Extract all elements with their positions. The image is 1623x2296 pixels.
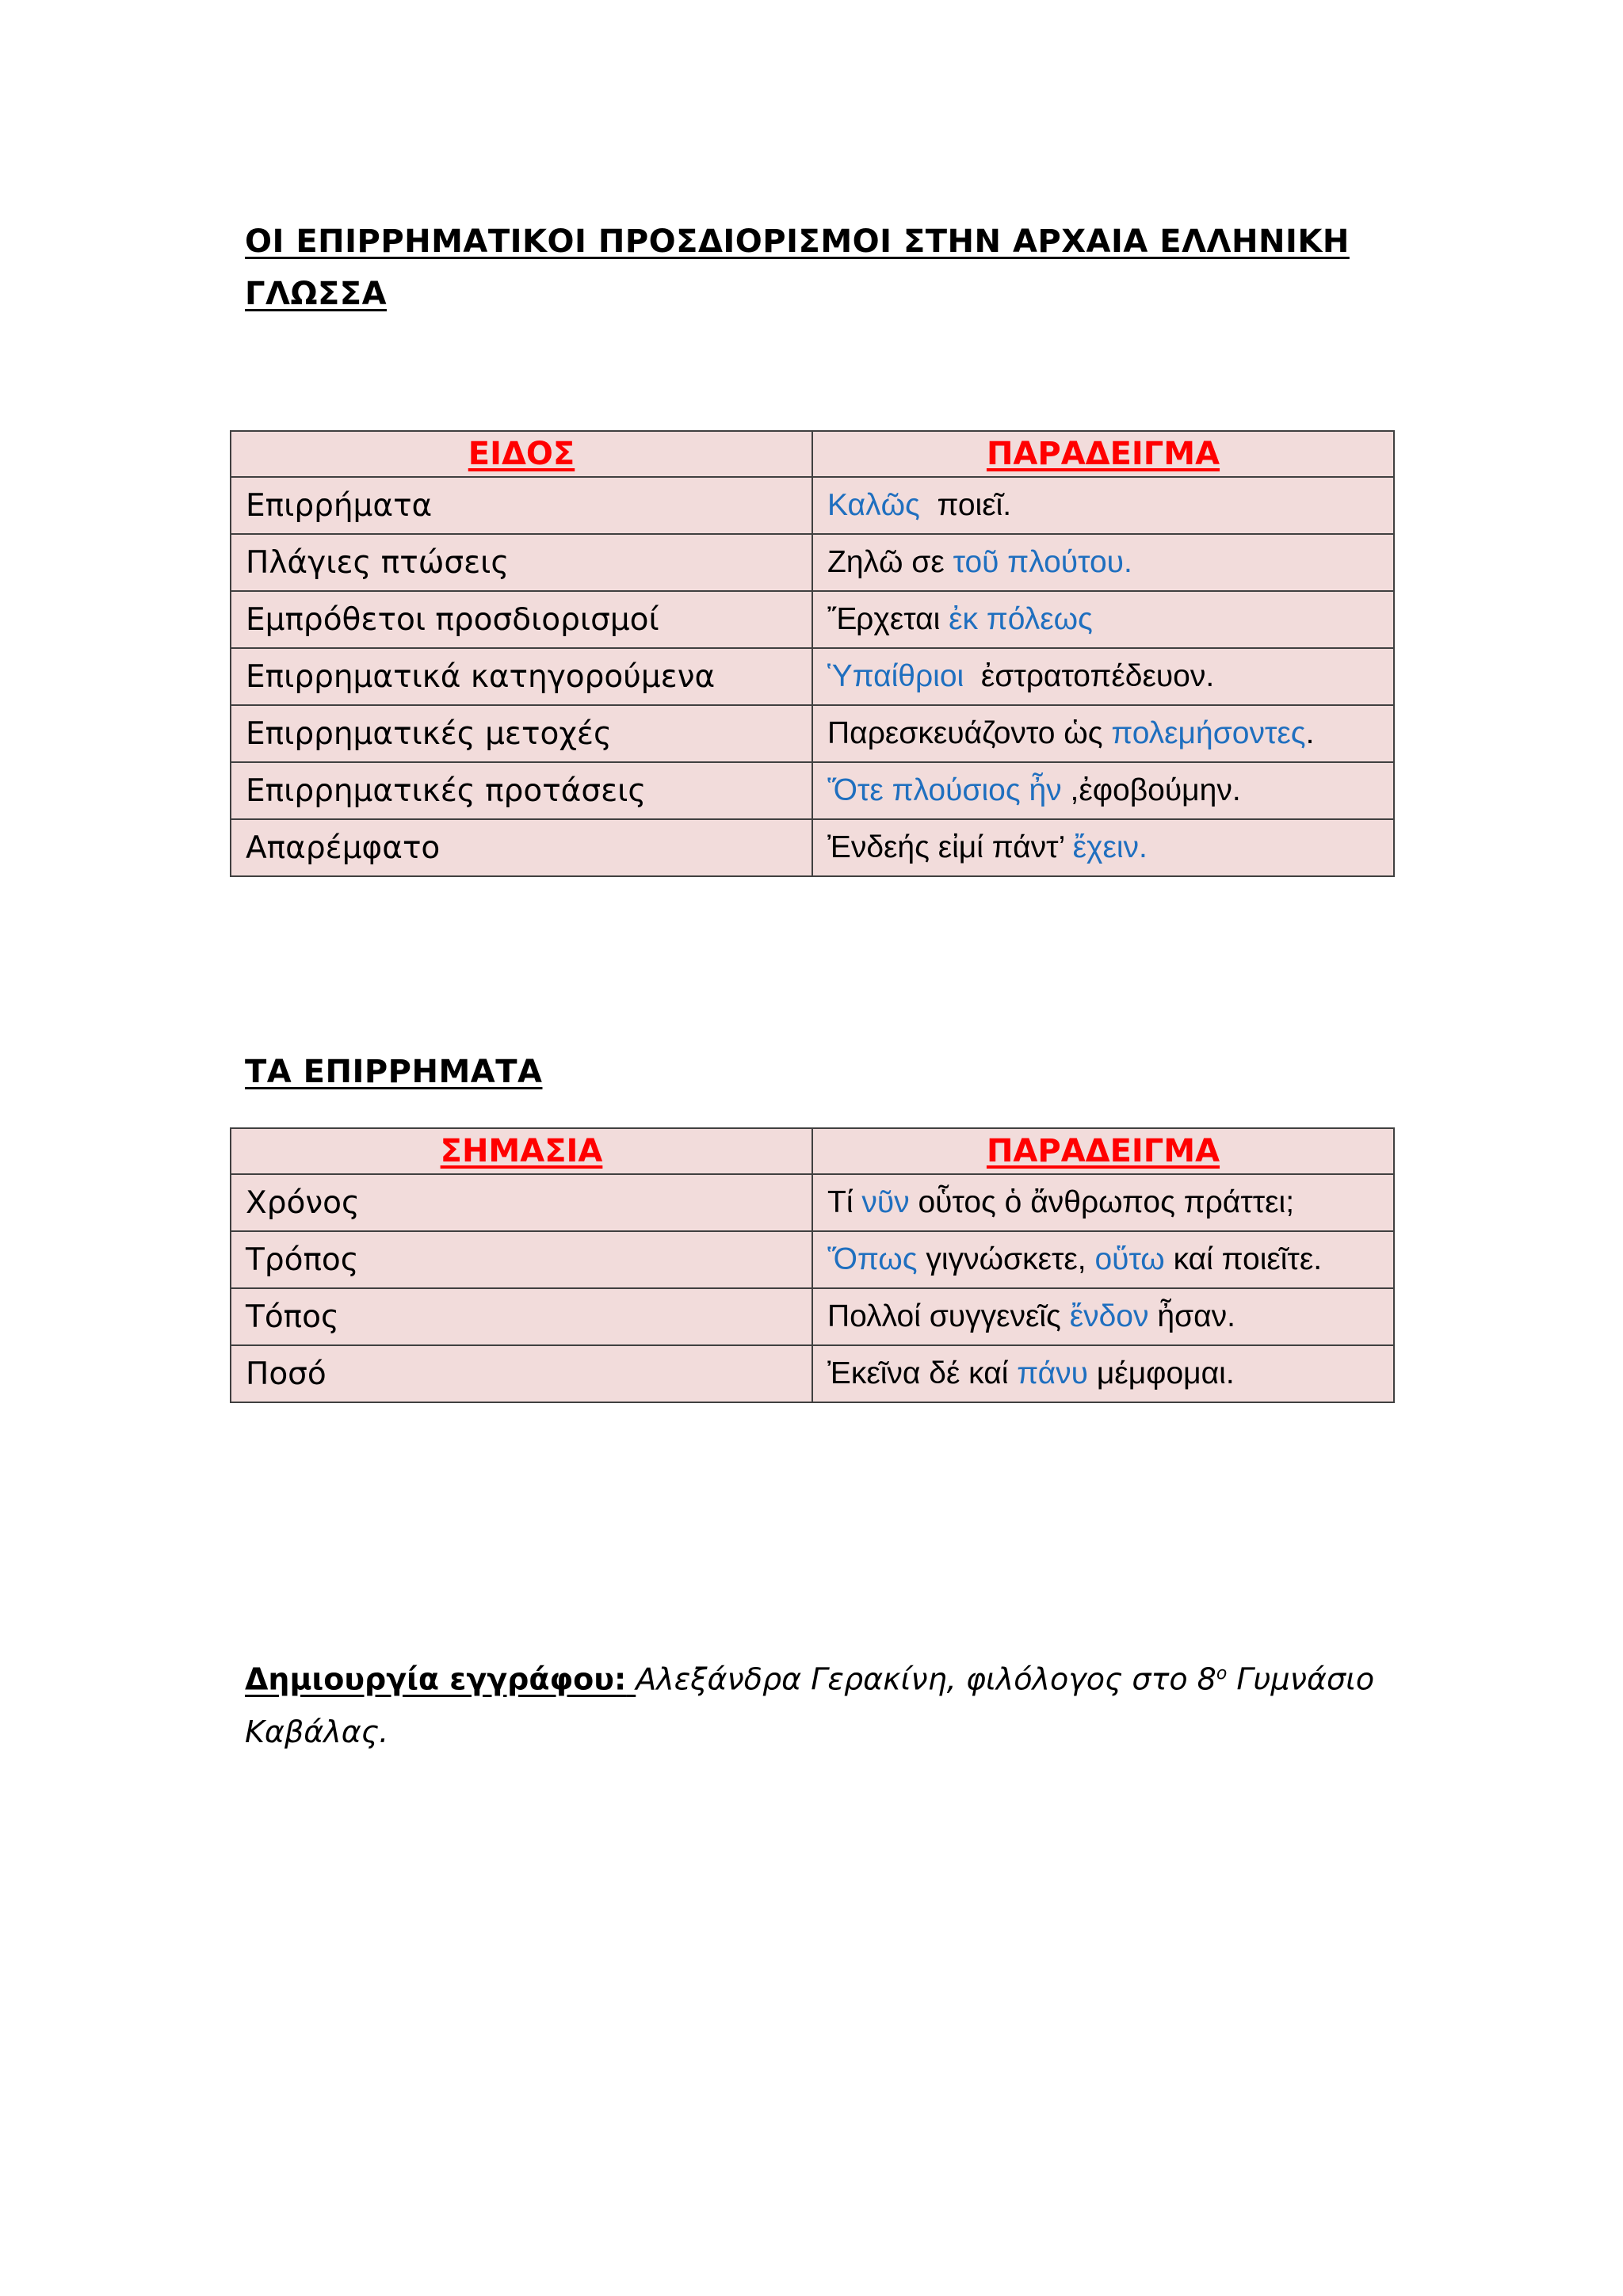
- table-row: [231, 705, 1394, 762]
- highlighted-fragment: Καλῶς: [827, 488, 920, 522]
- row-label: Επιρρηματικές μετοχές: [231, 705, 812, 762]
- highlighted-fragment: οὕτω: [1094, 1242, 1165, 1276]
- example-fragment: Παρεσκευάζοντο ὡς: [827, 716, 1112, 750]
- column-header-example: ΠΑΡΑΔΕΙΓΜΑ: [812, 1128, 1394, 1174]
- row-label: Επιρρήματα: [231, 477, 812, 534]
- credit-author-text: Αλεξάνδρα Γερακίνη, φιλόλογος στο 8: [636, 1661, 1216, 1697]
- row-label: Πλάγιες πτώσεις: [231, 534, 812, 591]
- row-example: [812, 1345, 1394, 1402]
- credit-label: Δημιουργία εγγράφου:: [245, 1661, 627, 1697]
- table-row: [231, 1345, 1394, 1402]
- example-fragment: γιγνώσκετε,: [917, 1242, 1095, 1276]
- table-row: [231, 762, 1394, 819]
- table-row: [231, 534, 1394, 591]
- row-label: Ποσό: [231, 1345, 812, 1402]
- example-fragment: Τί: [827, 1185, 862, 1219]
- row-label: Τρόπος: [231, 1231, 812, 1288]
- table-row: [231, 477, 1394, 534]
- highlighted-fragment: νῦν: [861, 1185, 910, 1219]
- row-label: Εμπρόθετοι προσδιορισμοί: [231, 591, 812, 648]
- adverbial-types-table: [230, 430, 1395, 877]
- row-example: [812, 1231, 1394, 1288]
- highlighted-fragment: πολεμήσοντες: [1111, 716, 1306, 750]
- table-row: [231, 1288, 1394, 1345]
- table-row: [231, 1231, 1394, 1288]
- highlighted-fragment: ἔχειν.: [1072, 830, 1148, 864]
- highlighted-fragment: Ὅτε πλούσιος ἦν: [827, 773, 1062, 807]
- table-row: [231, 648, 1394, 705]
- row-example: [812, 648, 1394, 705]
- document-credit: [245, 1648, 1434, 1758]
- table2-body: [231, 1174, 1394, 1402]
- row-example: [812, 819, 1394, 876]
- section-title: ΤΑ ΕΠΙΡΡΗΜΑΤΑ: [245, 1054, 543, 1090]
- row-label: Επιρρηματικά κατηγορούμενα: [231, 648, 812, 705]
- example-fragment: Ζηλῶ σε: [827, 545, 953, 579]
- column-header-kind: ΕΙΔΟΣ: [231, 431, 812, 477]
- row-example: [812, 705, 1394, 762]
- row-example: [812, 762, 1394, 819]
- example-fragment: ,ἐφοβούμην.: [1061, 773, 1241, 807]
- row-label: Επιρρηματικές προτάσεις: [231, 762, 812, 819]
- row-example: [812, 477, 1394, 534]
- example-fragment: οὗτος ὁ ἄνθρωπος πράττει;: [909, 1185, 1295, 1219]
- highlighted-fragment: Ὑπαίθριοι: [827, 659, 964, 693]
- column-header-example: ΠΑΡΑΔΕΙΓΜΑ: [812, 431, 1394, 477]
- row-label: Απαρέμφατο: [231, 819, 812, 876]
- example-fragment: Ἐκεῖνα δέ καί: [827, 1356, 1018, 1390]
- credit-ordinal-superscript: ο: [1216, 1664, 1228, 1684]
- adverbs-table: [230, 1127, 1395, 1403]
- table-header-row: [231, 431, 1394, 477]
- credit-underline-gap: [626, 1662, 636, 1697]
- example-fragment: ἐστρατοπέδευον.: [964, 659, 1215, 693]
- table1-body: [231, 477, 1394, 876]
- credit-school-text: Γυμνάσιο Καβάλας.: [245, 1661, 1375, 1749]
- highlighted-fragment: πάνυ: [1017, 1356, 1088, 1390]
- highlighted-fragment: τοῦ πλούτου.: [953, 545, 1132, 579]
- row-label: Τόπος: [231, 1288, 812, 1345]
- row-example: [812, 1288, 1394, 1345]
- row-label: Χρόνος: [231, 1174, 812, 1231]
- example-fragment: καί ποιεῖτε.: [1164, 1242, 1323, 1276]
- table-header-row: [231, 1128, 1394, 1174]
- example-fragment: μέμφομαι.: [1088, 1356, 1235, 1390]
- example-fragment: Ἐνδεής εἰμί πάντ’: [827, 830, 1073, 864]
- table-row: [231, 591, 1394, 648]
- highlighted-fragment: ἐκ πόλεως: [949, 602, 1093, 636]
- example-fragment: ἦσαν.: [1148, 1299, 1235, 1333]
- table-row: [231, 1174, 1394, 1231]
- row-example: [812, 534, 1394, 591]
- row-example: [812, 591, 1394, 648]
- table-row: [231, 819, 1394, 876]
- page-title: ΟΙ ΕΠΙΡΡΗΜΑΤΙΚΟΙ ΠΡΟΣΔΙΟΡΙΣΜΟΙ ΣΤΗΝ ΑΡΧΑΙΑ ΕΛΛΗΝΙΚΗ ΓΛΩΣΣΑ: [245, 223, 1350, 312]
- highlighted-fragment: Ὅπως: [827, 1242, 918, 1276]
- highlighted-fragment: ἔνδον: [1069, 1299, 1149, 1333]
- row-example: [812, 1174, 1394, 1231]
- column-header-meaning: ΣΗΜΑΣΙΑ: [231, 1128, 812, 1174]
- example-fragment: .: [1305, 716, 1315, 750]
- example-fragment: Ἔρχεται: [827, 602, 949, 636]
- example-fragment: ποιεῖ.: [919, 488, 1012, 522]
- example-fragment: Πολλοί συγγενεῖς: [827, 1299, 1070, 1333]
